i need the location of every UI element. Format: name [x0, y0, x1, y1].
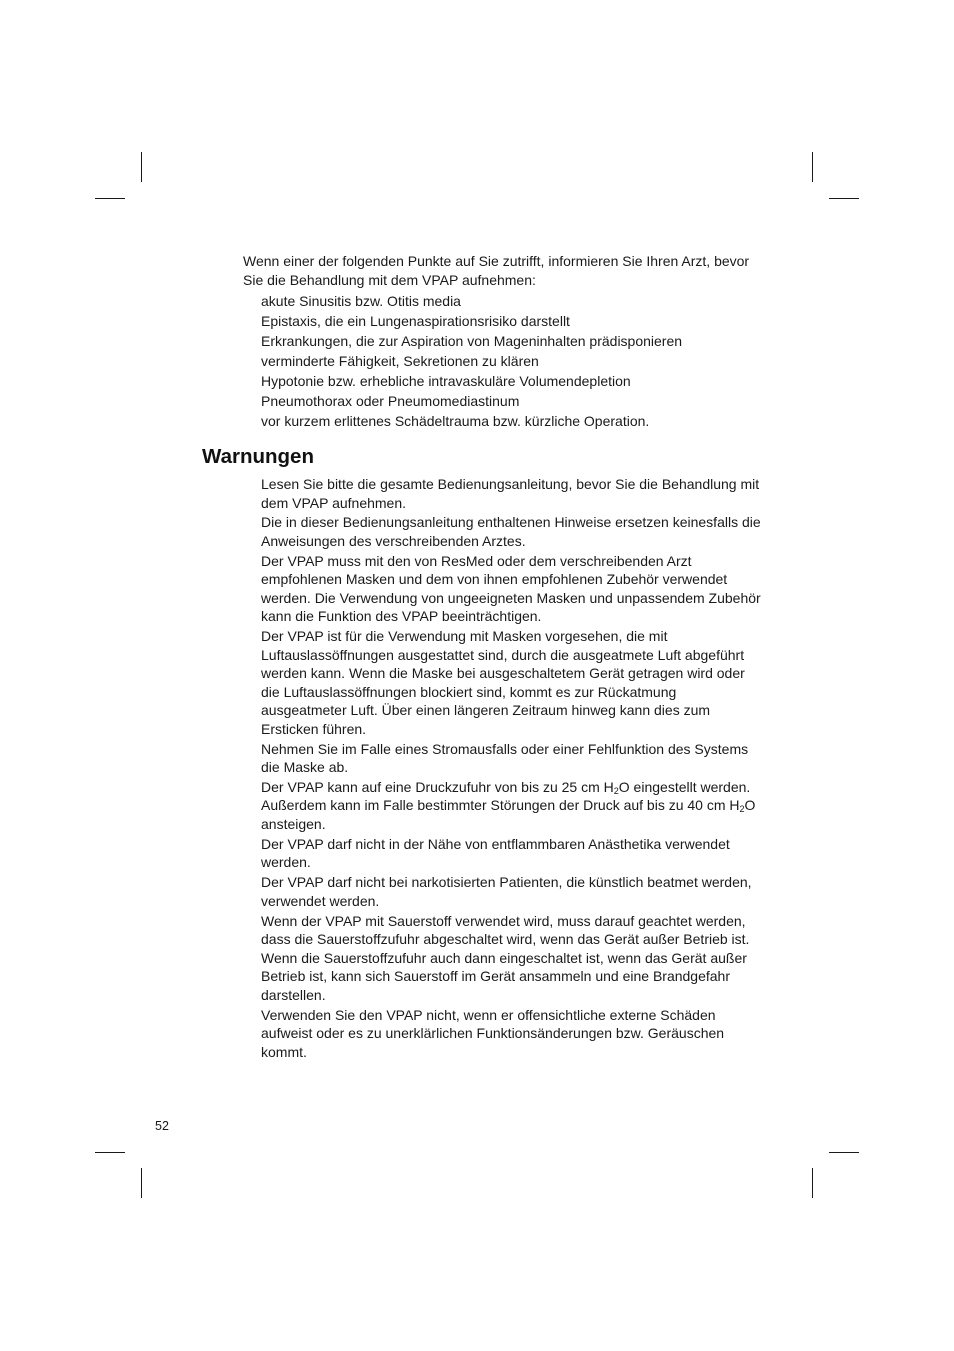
- crop-mark: [829, 1152, 859, 1153]
- list-item: akute Sinusitis bzw. Otitis media: [261, 293, 461, 309]
- list-item: Erkrankungen, die zur Aspiration von Mageninhalten prädisponieren: [261, 333, 683, 349]
- list-item: Nehmen Sie im Falle eines Stromausfalls oder einer Fehlfunktion des Systems die Maske ab.: [261, 740, 749, 776]
- section-heading: Warnungen: [202, 445, 314, 468]
- list-item: Wenn der VPAP mit Sauerstoff verwendet wird, muss darauf geachtet werden, dass die Sauerstoffzufuhr abgeschaltet wird, wenn das Gerät außer Betrieb ist. Wenn die Sauerstoffzufuhr auch dann eingeschaltet ist, wenn das Gerät außer Betrieb ist, kann sich Sauerstoff im Gerät ansammeln und eine Brandgefahr darstellen.: [261, 912, 750, 1003]
- warnings-list: [261, 475, 761, 1062]
- list-item: vor kurzem erlittenes Schädeltrauma bzw. kürzliche Operation.: [261, 413, 650, 429]
- list-item-pressure: [261, 778, 761, 834]
- pressure-text-3: O ansteigen.: [261, 797, 756, 832]
- crop-mark: [812, 152, 813, 182]
- crop-mark: [141, 1168, 142, 1198]
- crop-mark: [95, 1152, 125, 1153]
- list-item: Der VPAP ist für die Verwendung mit Masken vorgesehen, die mit Luftauslassöffnungen ausgestattet sind, durch die ausgeatmete Luft abgeführt werden kann. Wenn die Maske bei ausgeschaltetem Gerät getragen wird oder die Luftauslassöffnungen blockiert sind, kommt es zur Rückatmung ausgeatmeter Luft. Über einen längeren Zeitraum hinweg kann dies zum Ersticken führen.: [261, 628, 745, 737]
- pressure-text-2: O eingestellt werden. Außerdem kann im Falle bestimmter Störungen der Druck auf bis zu 40 cm H: [261, 778, 751, 814]
- list-item: Der VPAP darf nicht bei narkotisierten Patienten, die künstlich beatmet werden, verwendet werden.: [261, 874, 752, 909]
- list-item: Pneumothorax oder Pneumomediastinum: [261, 393, 520, 409]
- list-item: verminderte Fähigkeit, Sekretionen zu klären: [261, 353, 539, 369]
- conditions-list: [261, 291, 781, 431]
- intro-paragraph: Wenn einer der folgenden Punkte auf Sie zutrifft, informieren Sie Ihren Arzt, bevor Sie die Behandlung mit dem VPAP aufnehmen:: [243, 253, 750, 288]
- subscript: 2: [613, 785, 619, 796]
- list-item: Der VPAP muss mit den von ResMed oder dem verschreibenden Arzt empfohlenen Masken und dem von ihnen empfohlenen Zubehör verwendet werden. Die Verwendung von ungeeigneten Masken und unpassendem Zubehör kann die Funktion des VPAP beeinträchtigen.: [261, 552, 761, 625]
- list-item: Epistaxis, die ein Lungenaspirationsrisiko darstellt: [261, 313, 570, 329]
- crop-mark: [141, 152, 142, 182]
- list-item: Der VPAP darf nicht in der Nähe von entflammbaren Anästhetika verwendet werden.: [261, 835, 730, 871]
- subscript: 2: [739, 804, 745, 815]
- page-number: 52: [155, 1119, 169, 1133]
- list-item: Die in dieser Bedienungsanleitung enthaltenen Hinweise ersetzen keinesfalls die Anweisungen des verschreibenden Arztes.: [261, 514, 761, 549]
- crop-mark: [829, 198, 859, 199]
- list-item: Hypotonie bzw. erhebliche intravaskuläre Volumendepletion: [261, 373, 631, 389]
- list-item: Verwenden Sie den VPAP nicht, wenn er offensichtliche externe Schäden aufweist oder es zu unerklärlichen Funktionsänderungen bzw. Geräuschen kommt.: [261, 1006, 725, 1060]
- list-item: Lesen Sie bitte die gesamte Bedienungsanleitung, bevor Sie die Behandlung mit dem VPAP aufnehmen.: [261, 476, 760, 511]
- crop-mark: [812, 1168, 813, 1198]
- pressure-text-1: Der VPAP kann auf eine Druckzufuhr von bis zu 25 cm H: [261, 778, 614, 795]
- crop-mark: [95, 198, 125, 199]
